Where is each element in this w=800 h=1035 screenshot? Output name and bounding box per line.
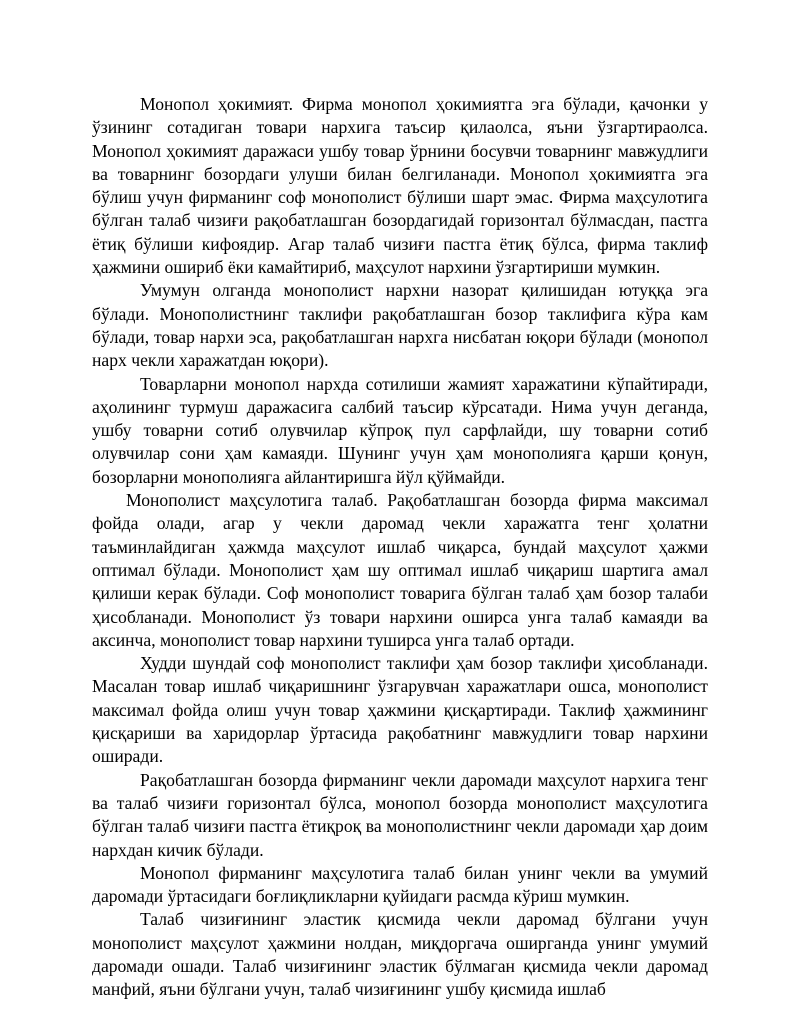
paragraph-monopolist-supply: Худди шундай соф монополист таклифи ҳам бозор таклифи ҳисобланади. Масалан товар ишлаб чиқаришнинг ўзгарувчан харажатлари ошса, монополист максимал фойда олиш учун товар ҳажмини қисқартиради. Таклиф ҳажмининг қисқариши ва харидорлар ўртасида рақобатнинг мавжудлиги товар нархини оширади.	[92, 653, 708, 767]
paragraph-elastic-demand: Талаб чизиғининг эластик қисмида чекли даромад бўлгани учун монополист маҳсулот ҳажмини нолдан, миқдоргача оширганда унинг умумий даромади ошади. Талаб чизиғининг эластик бўлмаган қисмида чекли даромад манфий, яъни бўлгани учун, талаб чизиғининг ушбу қисмида ишлаб	[92, 909, 708, 1000]
paragraph-monopoly-power: Монопол ҳокимият. Фирма монопол ҳокимиятга эга бўлади, қачонки у ўзининг сотадиган товари нархига таъсир қилаолса, яъни ўзгартираолса. Монопол ҳокимият даражаси ушбу товар ўрнини босувчи товарнинг мавжудлиги ва товарнинг бозордаги улуши билан белгиланади. Монопол ҳокимиятга эга бўлиш учун фирманинг соф монополист бўлиши шарт эмас. Фирма маҳсулотига бўлган талаб чизиғи рақобатлашган бозордагидай горизонтал бўлмасдан, пастга ётиқ бўлиши кифоядир. Агар талаб чизиғи пастга ётиқ бўлса, фирма таклиф ҳажмини ошириб ёки камайтириб, маҳсулот нархини ўзгартириши мумкин.	[92, 94, 708, 278]
paragraph-marginal-revenue: Рақобатлашган бозорда фирманинг чекли даромади маҳсулот нархига тенг ва талаб чизиғи горизонтал бўлса, монопол бозорда монополист маҳсулотига бўлган талаб чизиғи пастга ётиқроқ ва монополистнинг чекли даромади ҳар доим нархдан кичик бўлади.	[92, 769, 708, 860]
paragraph-monopolist-demand: Монополист маҳсулотига талаб. Рақобатлашган бозорда фирма максимал фойда олади, агар у чекли даромад чекли харажатга тенг ҳолатни таъминлайдиган ҳажмда маҳсулот ишлаб чиқарса, бундай маҳсулот ҳажми оптимал бўлади. Монополист ҳам шу оптимал ишлаб чиқариш шартига амал қилиши керак бўлади. Соф монополист товарига бўлган талаб ҳам бозор талаби ҳисобланади. Монополист ўз товари нархини оширса унга талаб камаяди ва аксинча, монополист товар нархини туширса унга талаб ортади.	[92, 490, 708, 650]
paragraph-price-control: Умумун олганда монополист нархни назорат қилишидан ютуққа эга бўлади. Монополистнинг таклифи рақобатлашган бозор таклифига кўра кам бўлади, товар нархи эса, рақобатлашган нархга нисбатан юқори бўлади (монопол нарх чекли харажатдан юқори).	[92, 280, 708, 371]
paragraph-monopoly-price: Товарларни монопол нархда сотилиши жамият харажатини кўпайтиради, аҳолининг турмуш даражасига салбий таъсир кўрсатади. Нима учун деганда, ушбу товарни сотиб олувчилар кўпроқ пул сарфлайди, шу товарни сотиб олувчилар сони ҳам камаяди. Шунинг учун ҳам монополияга қарши қонун, бозорларни монополияга айлантиришга йўл қўймайди.	[92, 373, 708, 487]
paragraph-figure-reference: Монопол фирманинг маҳсулотига талаб билан унинг чекли ва умумий даромади ўртасидаги боғлиқликларни қуйидаги расмда кўриш мумкин.	[92, 862, 708, 907]
document-page	[92, 93, 708, 1002]
